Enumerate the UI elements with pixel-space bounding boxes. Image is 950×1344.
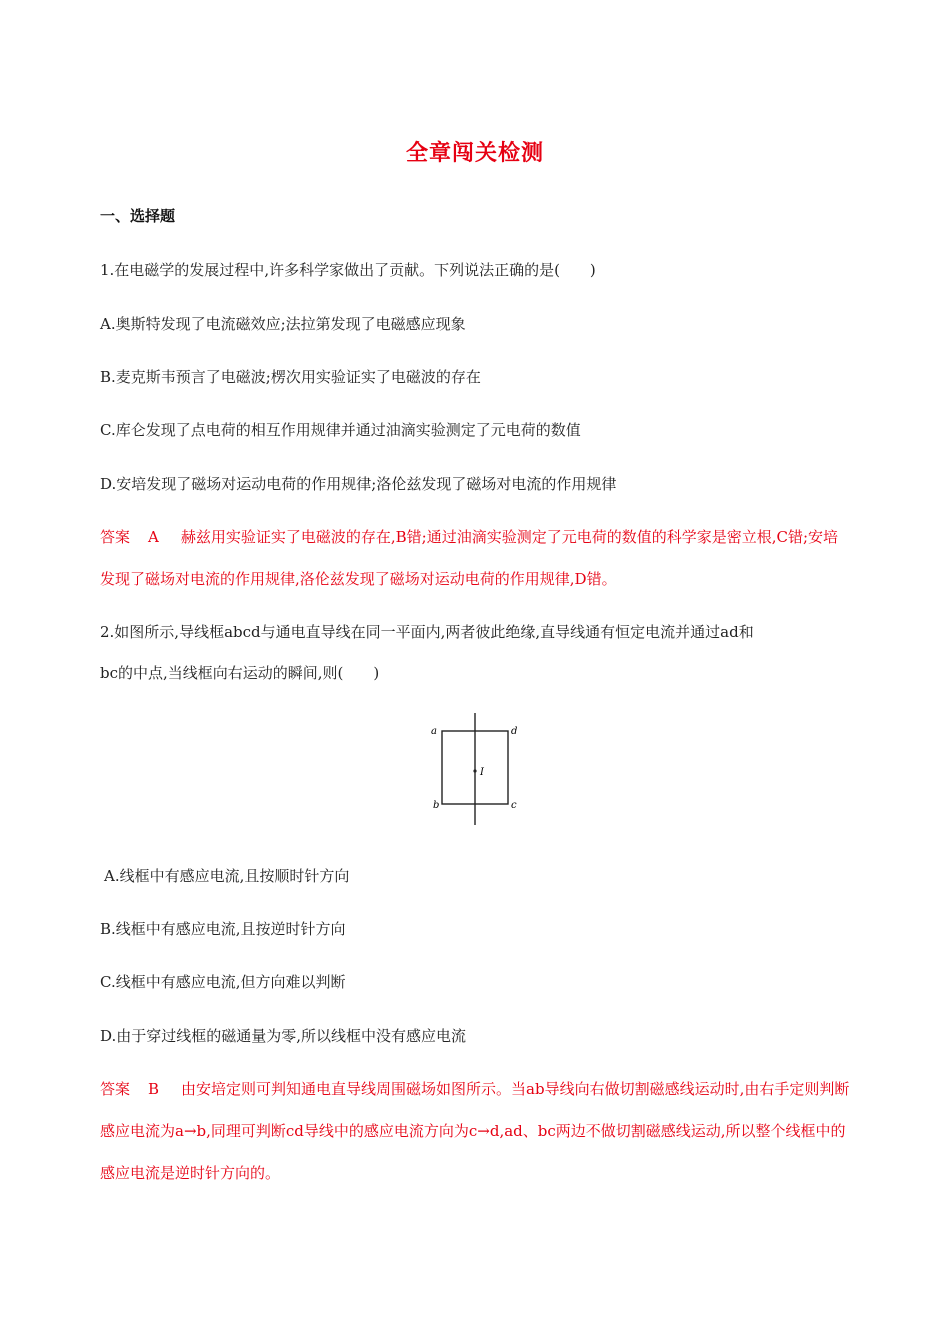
question-2-option-d: D.由于穿过线框的磁通量为零,所以线框中没有感应电流 [100, 1027, 467, 1045]
question-1-stem: 1.在电磁学的发展过程中,许多科学家做出了贡献。下列说法正确的是( ) [100, 261, 596, 279]
wire-frame-figure [420, 705, 530, 829]
current-dot [473, 769, 476, 772]
question-2-option-a: A.线框中有感应电流,且按顺时针方向 [104, 867, 350, 885]
answer-explanation: 由安培定则可判知通电直导线周围磁场如图所示。当ab导线向右做切割磁感线运动时,由右手定则判断感应电流为a→b,同理可判断cd导线中的感应电流方向为c→d,ad、bc两边不做切割磁感线运动,所以整个线框中的感应电流是逆时针方向的。 [100, 1080, 850, 1182]
question-1-option-c: C.库仑发现了点电荷的相互作用规律并通过油滴实验测定了元电荷的数值 [100, 421, 581, 439]
label-current: I [480, 767, 484, 778]
answer-key: B [148, 1080, 160, 1098]
answer-explanation: 赫兹用实验证实了电磁波的存在,B错;通过油滴实验测定了元电荷的数值的科学家是密立根,C错;安培发现了磁场对电流的作用规律,洛伦兹发现了磁场对运动电荷的作用规律,D错。 [100, 528, 839, 588]
label-b: b [433, 800, 440, 811]
question-2-option-b: B.线框中有感应电流,且按逆时针方向 [100, 920, 346, 938]
section-heading: 一、选择题 [100, 207, 176, 225]
label-c: c [511, 800, 517, 811]
answer-label: 答案 [100, 1080, 131, 1098]
question-2-answer [100, 1068, 852, 1194]
question-1-option-b: B.麦克斯韦预言了电磁波;楞次用实验证实了电磁波的存在 [100, 368, 481, 386]
question-1-answer [100, 516, 852, 600]
label-d: d [511, 726, 518, 737]
label-a: a [431, 726, 437, 737]
question-1-option-a: A.奥斯特发现了电流磁效应;法拉第发现了电磁感应现象 [100, 315, 466, 333]
question-2-stem-line-2: bc的中点,当线框向右运动的瞬间,则( ) [100, 664, 380, 682]
page-title: 全章闯关检测 [405, 141, 544, 166]
question-1-option-d: D.安培发现了磁场对运动电荷的作用规律;洛伦兹发现了磁场对电流的作用规律 [100, 475, 617, 493]
question-2-option-c: C.线框中有感应电流,但方向难以判断 [100, 973, 346, 991]
answer-key: A [148, 528, 159, 546]
answer-label: 答案 [100, 528, 131, 546]
question-2-stem-line-1: 2.如图所示,导线框abcd与通电直导线在同一平面内,两者彼此绝缘,直导线通有恒定电流并通过ad和 [100, 623, 754, 641]
